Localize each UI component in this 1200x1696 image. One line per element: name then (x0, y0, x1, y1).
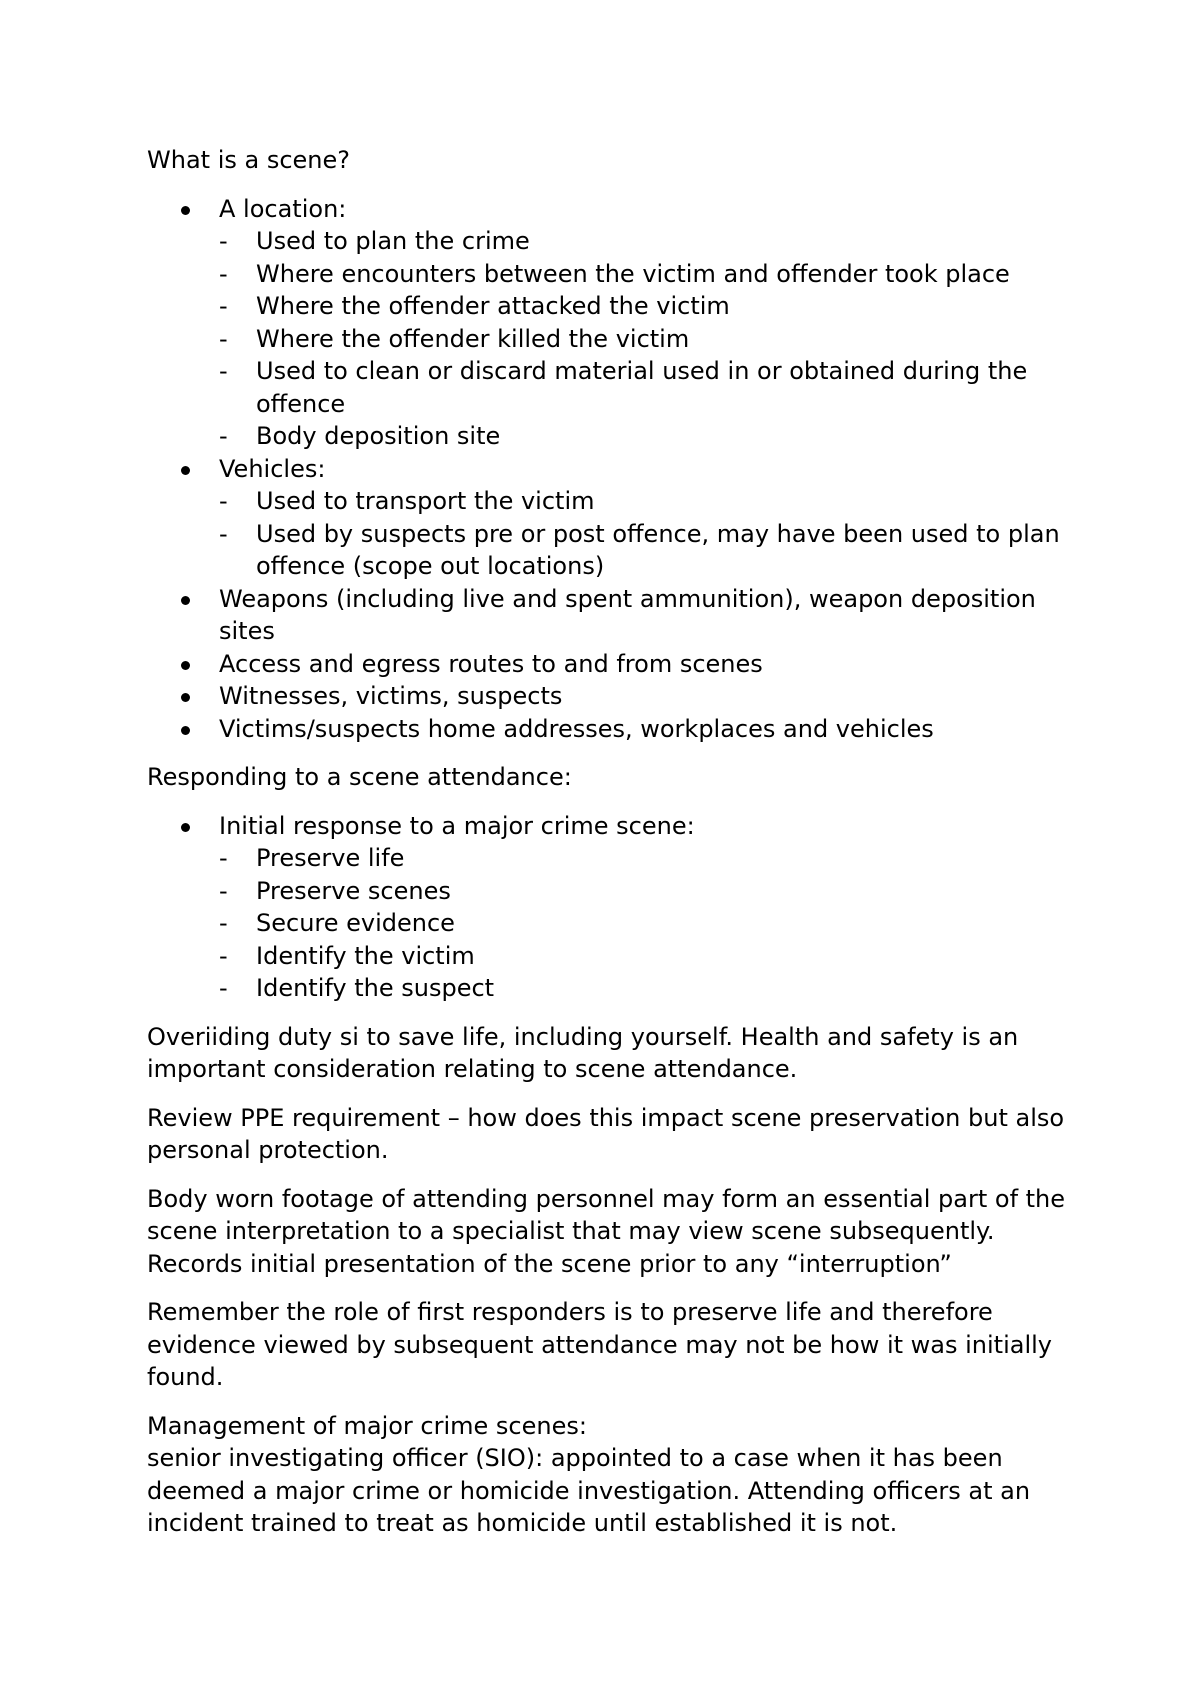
management-text: senior investigating officer (SIO): appointed to a case when it has been deemed a major crime or homicide investigation. Attending officers at an incident trained to treat as homicide until established it is not. (147, 1444, 1031, 1537)
list-item-text: Used to plan the crime (256, 227, 530, 255)
dash-icon: - (219, 292, 228, 320)
dash-icon: - (219, 422, 228, 450)
list-item-text: Identify the suspect (256, 974, 495, 1002)
list-item (219, 972, 1077, 1005)
location-label: A location: (219, 194, 347, 223)
response-heading: Responding to a scene attendance: (147, 763, 572, 791)
document-page (147, 144, 1077, 1556)
list-item-text: Secure evidence (256, 909, 455, 937)
response-sublist (219, 842, 1077, 1005)
list-item-text: Preserve scenes (256, 876, 451, 905)
vehicles-label: Vehicles: (219, 454, 326, 483)
dash-icon: - (219, 844, 228, 872)
dash-icon: - (219, 227, 228, 255)
list-item-text: Used to transport the victim (256, 487, 595, 515)
scene-list (147, 193, 1077, 746)
list-item (219, 420, 1077, 453)
bullet-icon (181, 466, 190, 475)
dash-icon: - (219, 974, 228, 1002)
list-item-text: Preserve life (256, 844, 405, 872)
list-item-text: Witnesses, victims, suspects (219, 682, 563, 710)
response-label: Initial response to a major crime scene: (219, 811, 695, 840)
list-item (219, 875, 1077, 908)
list-item (147, 810, 1077, 1005)
dash-icon: - (219, 876, 228, 905)
dash-icon: - (219, 357, 228, 385)
list-item (219, 842, 1077, 875)
vehicles-sublist (219, 485, 1077, 583)
list-item-text: Identify the victim (256, 941, 475, 970)
list-item-text: Used by suspects pre or post offence, may have been used to plan offence (scope out locations) (256, 519, 1060, 580)
list-item-text: Where encounters between the victim and offender took place (256, 259, 1010, 288)
list-item (219, 258, 1077, 291)
paragraph-duty: Overiiding duty si to save life, including yourself. Health and safety is an important consideration relating to scene attendance. (147, 1022, 1019, 1083)
list-item-text: Victims/suspects home addresses, workplaces and vehicles (219, 714, 934, 743)
location-sublist (219, 225, 1077, 453)
list-item-text: Where the offender attacked the victim (256, 292, 730, 320)
list-item (219, 225, 1077, 258)
bullet-icon (181, 596, 190, 605)
list-item (147, 583, 1077, 648)
dash-icon: - (219, 324, 228, 353)
dash-icon: - (219, 909, 228, 937)
dash-icon: - (219, 487, 228, 515)
list-item (147, 648, 1077, 681)
list-item (147, 713, 1077, 746)
list-item (219, 485, 1077, 518)
scene-heading: What is a scene? (147, 146, 351, 174)
paragraph-first-responders: Remember the role of first responders is to preserve life and therefore evidence viewed by subsequent attendance may not be how it was initially found. (147, 1298, 1053, 1391)
list-item-text: Used to clean or discard material used in or obtained during the offence (256, 357, 1028, 418)
list-item-text: Where the offender killed the victim (256, 324, 690, 353)
list-item (219, 290, 1077, 323)
bullet-icon (181, 693, 190, 702)
management-heading: Management of major crime scenes: (147, 1411, 587, 1440)
response-list (147, 810, 1077, 1005)
list-item-text: Access and egress routes to and from scenes (219, 649, 763, 678)
dash-icon: - (219, 519, 228, 548)
list-item (219, 907, 1077, 940)
list-item (147, 193, 1077, 453)
bullet-icon (181, 726, 190, 735)
list-item-text: Body deposition site (256, 422, 501, 450)
bullet-icon (181, 661, 190, 670)
bullet-icon (181, 206, 190, 215)
list-item (219, 940, 1077, 973)
list-item (147, 680, 1077, 713)
dash-icon: - (219, 941, 228, 970)
list-item (147, 453, 1077, 583)
paragraph-footage: Body worn footage of attending personnel may form an essential part of the scene interpretation to a specialist that may view scene subsequently. Records initial presentation of the scene prior to any “interruption” (147, 1184, 1066, 1278)
bullet-icon (181, 823, 190, 832)
list-item-text: Weapons (including live and spent ammunition), weapon deposition sites (219, 584, 1036, 645)
paragraph-ppe: Review PPE requirement – how does this impact scene preservation but also personal protection. (147, 1103, 1065, 1164)
list-item (219, 323, 1077, 356)
list-item (219, 518, 1077, 583)
dash-icon: - (219, 259, 228, 288)
list-item (219, 355, 1077, 420)
